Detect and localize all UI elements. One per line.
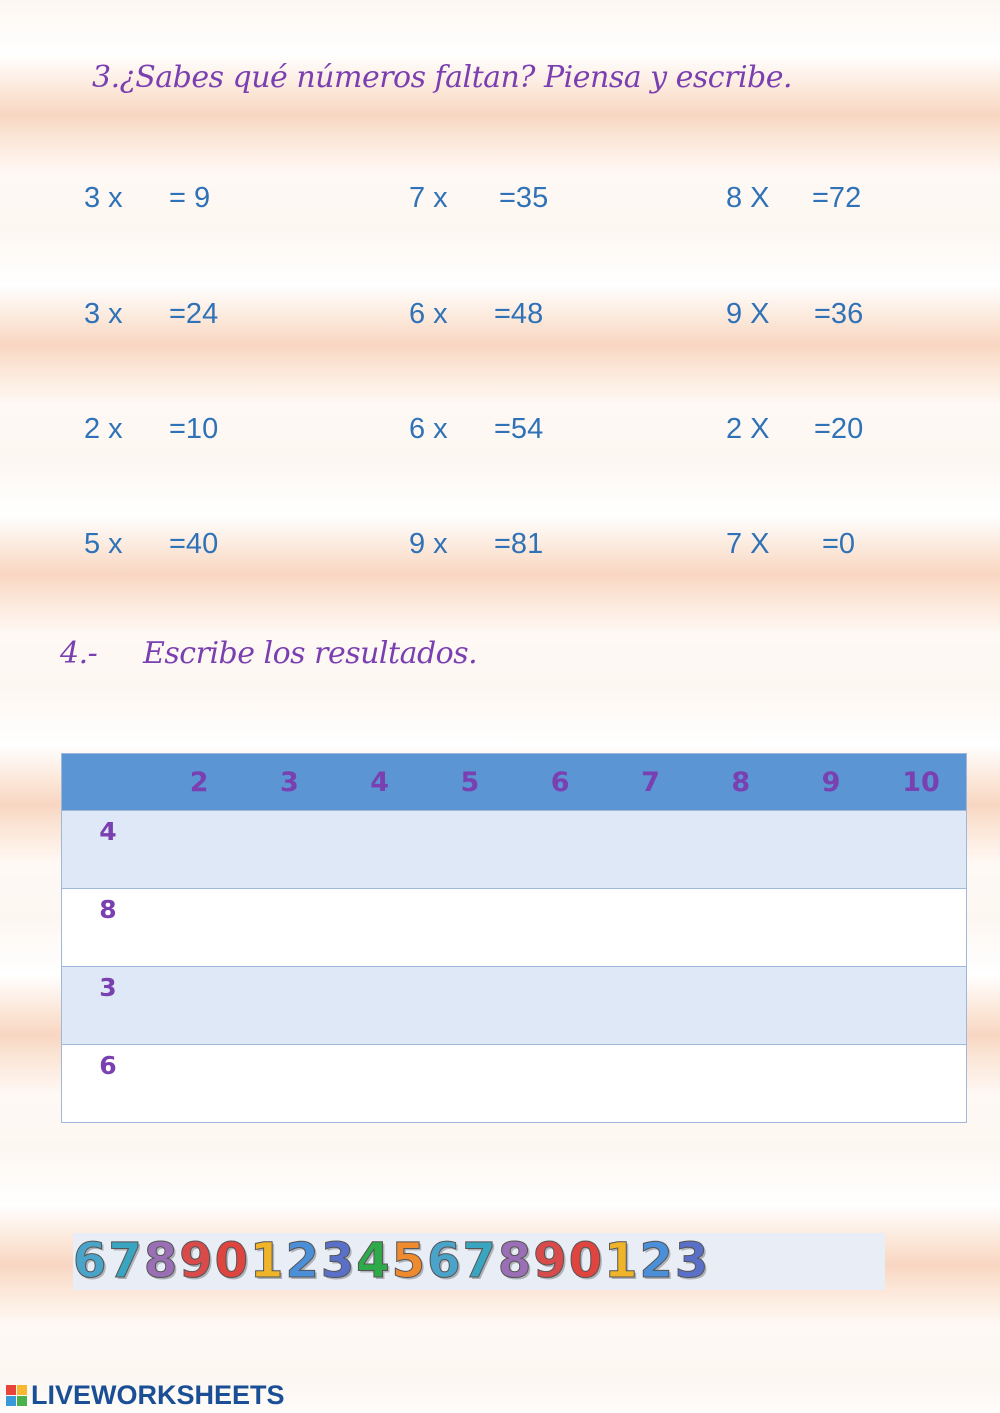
equation-lhs: 8 X: [726, 182, 770, 214]
column-header: 2: [154, 754, 244, 811]
table-row: [62, 1045, 967, 1123]
answer-cell[interactable]: [786, 967, 876, 1045]
decorative-digit: 6: [73, 1233, 109, 1289]
equation-rhs: =72: [812, 182, 862, 214]
decorative-digit: 1: [604, 1233, 640, 1289]
decorative-digit: 3: [674, 1233, 711, 1289]
decorative-digit: 0: [568, 1233, 605, 1289]
answer-cell[interactable]: [605, 1045, 695, 1123]
equation-rhs: =36: [814, 298, 864, 330]
decorative-digit: 9: [179, 1233, 215, 1289]
equation-lhs: 6 x: [409, 413, 448, 445]
equation-lhs: 9 X: [726, 298, 770, 330]
decorative-digit: 7: [108, 1233, 144, 1289]
decorative-digit: 9: [533, 1233, 569, 1289]
equation-lhs: 6 x: [409, 298, 448, 330]
equation-lhs: 7 X: [726, 528, 770, 560]
answer-cell[interactable]: [786, 1045, 876, 1123]
equation-lhs: 3 x: [84, 182, 123, 214]
column-header: 6: [515, 754, 605, 811]
column-header: 7: [605, 754, 695, 811]
answer-cell[interactable]: [154, 889, 244, 967]
answer-cell[interactable]: [515, 967, 605, 1045]
equation-rhs: =10: [169, 413, 219, 445]
equation-lhs: 2 x: [84, 413, 123, 445]
equation-lhs: 2 X: [726, 413, 770, 445]
decorative-digit: 2: [285, 1233, 321, 1289]
table-row: [62, 967, 967, 1045]
equation-rhs: =0: [822, 528, 856, 560]
answer-cell[interactable]: [154, 967, 244, 1045]
decorative-digit: 6: [427, 1233, 463, 1289]
equation-rhs: = 9: [169, 182, 211, 214]
answer-cell[interactable]: [154, 1045, 244, 1123]
row-header: 8: [62, 889, 155, 967]
decorative-digit: 1: [250, 1233, 286, 1289]
decorative-digit: 2: [639, 1233, 675, 1289]
answer-cell[interactable]: [335, 967, 425, 1045]
answer-cell[interactable]: [425, 967, 515, 1045]
equation-rhs: =24: [169, 298, 219, 330]
answer-cell[interactable]: [876, 967, 966, 1045]
answer-cell[interactable]: [696, 967, 786, 1045]
decorative-digit: 3: [320, 1233, 357, 1289]
multiplication-table: [61, 753, 967, 1123]
section-4-number: 4.-: [60, 636, 98, 671]
answer-cell[interactable]: [696, 811, 786, 889]
equation-rhs: =35: [499, 182, 549, 214]
equation-lhs: 5 x: [84, 528, 123, 560]
equation-rhs: =54: [494, 413, 544, 445]
answer-cell[interactable]: [335, 889, 425, 967]
equation-lhs: 9 x: [409, 528, 448, 560]
decorative-digit: 7: [462, 1233, 498, 1289]
section-4-title: Escribe los resultados.: [143, 636, 478, 671]
answer-cell[interactable]: [786, 889, 876, 967]
answer-cell[interactable]: [515, 811, 605, 889]
brand-name: LIVEWORKSHEETS: [31, 1380, 285, 1410]
answer-cell[interactable]: [876, 811, 966, 889]
decorative-number-strip: [73, 1233, 885, 1290]
decorative-digit: 4: [356, 1233, 392, 1289]
decorative-digit: 5: [391, 1233, 428, 1289]
equation-rhs: =48: [494, 298, 544, 330]
section-3-title: 3.¿Sabes qué números faltan? Piensa y escribe.: [92, 60, 793, 95]
answer-cell[interactable]: [515, 889, 605, 967]
answer-cell[interactable]: [154, 811, 244, 889]
equation-lhs: 7 x: [409, 182, 448, 214]
answer-cell[interactable]: [696, 1045, 786, 1123]
answer-cell[interactable]: [425, 811, 515, 889]
table-corner-cell: [62, 754, 155, 811]
column-header: 9: [786, 754, 876, 811]
liveworksheets-logo: [6, 1380, 285, 1410]
answer-cell[interactable]: [335, 811, 425, 889]
equation-rhs: =81: [494, 528, 544, 560]
decorative-digit: 8: [497, 1233, 534, 1289]
answer-cell[interactable]: [605, 967, 695, 1045]
answer-cell[interactable]: [425, 889, 515, 967]
row-header: 6: [62, 1045, 155, 1123]
column-header: 5: [425, 754, 515, 811]
answer-cell[interactable]: [244, 1045, 334, 1123]
answer-cell[interactable]: [244, 889, 334, 967]
answer-cell[interactable]: [696, 889, 786, 967]
table-header-row: [62, 754, 967, 811]
table-row: [62, 811, 967, 889]
answer-cell[interactable]: [876, 1045, 966, 1123]
table-row: [62, 889, 967, 967]
equation-lhs: 3 x: [84, 298, 123, 330]
answer-cell[interactable]: [244, 811, 334, 889]
column-header: 10: [876, 754, 966, 811]
equation-rhs: =40: [169, 528, 219, 560]
column-header: 8: [696, 754, 786, 811]
decorative-digit: 0: [214, 1233, 251, 1289]
row-header: 4: [62, 811, 155, 889]
answer-cell[interactable]: [515, 1045, 605, 1123]
answer-cell[interactable]: [786, 811, 876, 889]
answer-cell[interactable]: [876, 889, 966, 967]
answer-cell[interactable]: [335, 1045, 425, 1123]
equation-rhs: =20: [814, 413, 864, 445]
brand-mark-icon: [6, 1385, 28, 1407]
answer-cell[interactable]: [605, 811, 695, 889]
column-header: 3: [244, 754, 334, 811]
answer-cell[interactable]: [605, 889, 695, 967]
answer-cell[interactable]: [244, 967, 334, 1045]
row-header: 3: [62, 967, 155, 1045]
decorative-digit: 8: [143, 1233, 180, 1289]
column-header: 4: [335, 754, 425, 811]
answer-cell[interactable]: [425, 1045, 515, 1123]
